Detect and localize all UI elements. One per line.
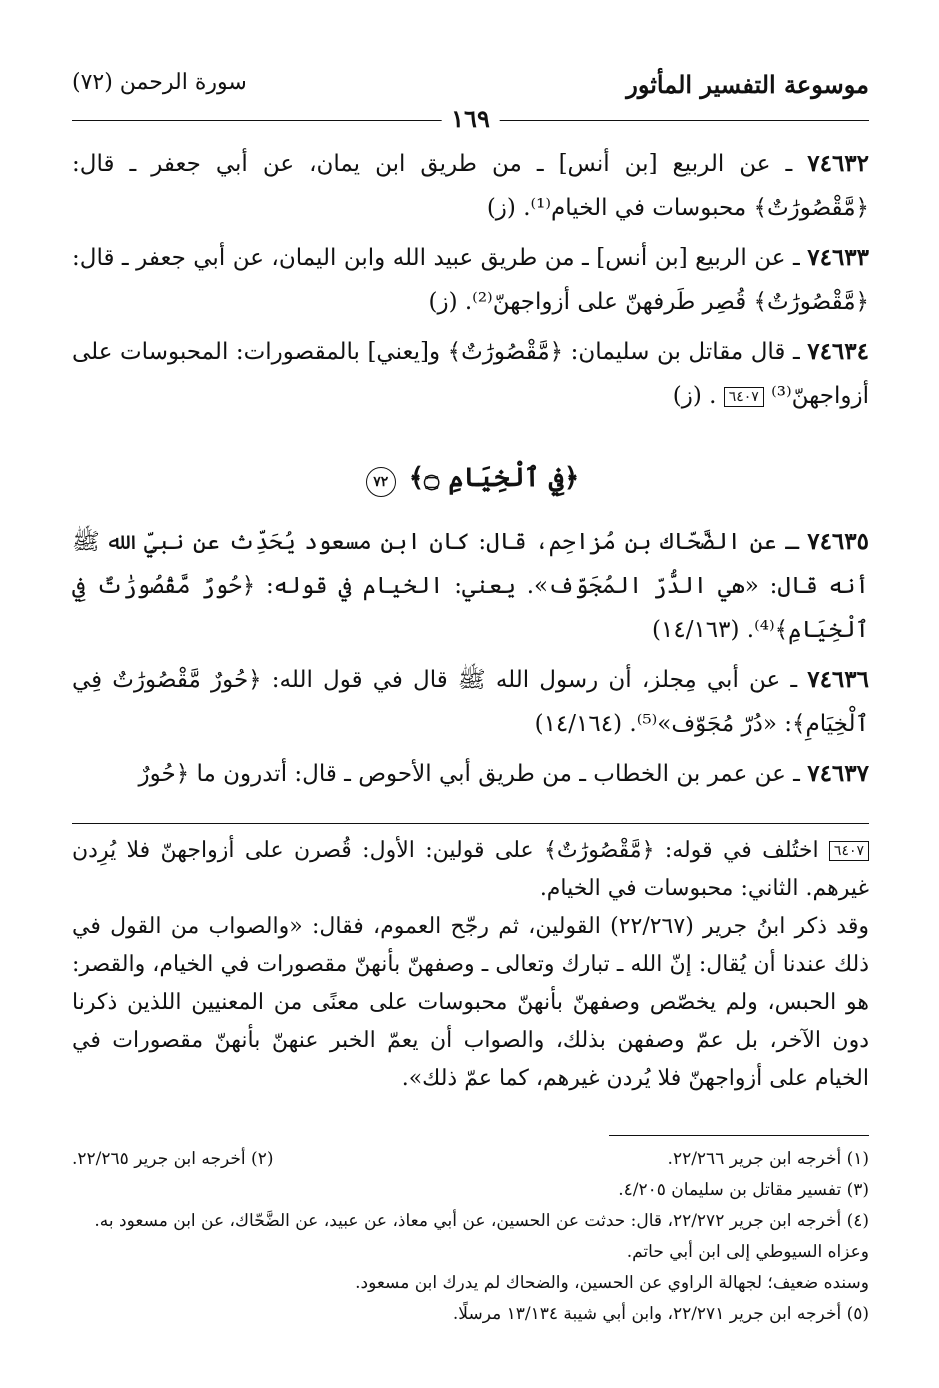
entry-text: ـ قال مقاتل بن سليمان: ﴿مَّقْصُورَٰتٌ﴾ و[يعني] بالمقصورات: المحبوسات على أزواجهنّ⁽³⁾ (72, 339, 869, 409)
note-paragraph-1 (72, 832, 869, 908)
main-text (72, 142, 869, 802)
section-title (72, 456, 869, 500)
entry-74636 (72, 658, 869, 746)
entry-text: ـ عن الربيع [بن أنس] ـ من طريق ابن يمان، عن أبي جعفر ـ قال: ﴿مَّقْصُورَٰتٌ﴾ محبوسات في الخيام⁽¹⁾. (ز) (72, 151, 869, 221)
footnote-5: (٥) أخرجه ابن جرير ٢٢/٢٧١، وابن أبي شيبة ١٣/١٣٤ مرسلًا. (452, 1304, 869, 1324)
entry-tail: . (ز) (672, 383, 717, 409)
entry-74632 (72, 142, 869, 230)
footnote-3: (٣) تفسير مقاتل بن سليمان ٤/٢٠٥. (618, 1180, 869, 1200)
surah-label: سورة الرحمن (٧٢) (72, 70, 247, 95)
footnote-row-1-2 (72, 1144, 869, 1175)
entry-number: ٧٤٦٣٥ (807, 528, 869, 555)
footnote-4: (٤) أخرجه ابن جرير ٢٢/٢٧٢، قال: حدثت عن الحسين، عن أبي معاذ، عن عبيد، عن الضَّحّاك، عن ابن مسعود به. وعزاه السيوطي إلى ابن أبي حاتم. (94, 1211, 869, 1262)
note-text: اختُلف في قوله: ﴿مَّقْصُورَٰتٌ﴾ على قولين: الأول: قُصرن على أزواجهنّ فلا يُرِدن غيرهم. الثاني: محبوسات في الخيام. (72, 838, 869, 901)
page-header (72, 50, 869, 100)
entry-text: ـ عن عمر بن الخطاب ـ من طريق أبي الأحوص ـ قال: أتدرون ما ﴿حُورٌ (138, 761, 800, 787)
verse-number-badge: ٧٢ (366, 467, 396, 497)
note-paragraph-2: وقد ذكر ابنُ جرير (٢٢/٢٦٧) القولين، ثم رجّح العموم، فقال: «والصواب من القول في ذلك عندنا أن يُقال: إنّ الله ـ تبارك وتعالى ـ وصفهنّ بأنهنّ مقصورات في الخيام، والقصر: هو الحبس، ولم يخصّص وصفهنّ بأنهنّ محبوسات على معنًى من المعنيين اللذين ذكرنا دون الآخر، بل عمّ وصفهن بذلك، والصواب أن يعمّ الخبر عنهنّ بأنهنّ مقصورات في الخيام على أزواجهنّ فلا يُردن غيرهم، كما عمّ ذلك». (72, 914, 869, 1091)
section-title-text: ﴿فِي ٱلْخِيَامِ ۝﴾ (408, 463, 580, 493)
footnote-rule (609, 1135, 869, 1136)
entry-number: ٧٤٦٣٦ (807, 666, 869, 693)
footnote-4-continued: وسنده ضعيف؛ لجهالة الراوي عن الحسين، والضحاك لم يدرك ابن مسعود. (355, 1273, 869, 1293)
entry-text: ـ عن الضَّحّاك بن مُزاحِم، قال: كان ابن مسعود يُحَدِّث عن نبيِّ الله ﷺ أنه قال: «هي الدُّرّ المُجَوّف». يعني: الخيام في قوله: ﴿حُورٌ مَّقْصُورَٰتٌ فِي ٱلْخِيَامِ﴾⁽⁴⁾. (١٤/١٦٣) (72, 529, 869, 643)
entry-74634 (72, 330, 869, 418)
footnotes (72, 1135, 869, 1330)
entry-74633 (72, 236, 869, 324)
book-title: موسوعة التفسير المأثور (626, 70, 869, 99)
note-reference-box[interactable]: ٦٤٠٧ (724, 387, 764, 407)
entry-number: ٧٤٦٣٢ (807, 150, 870, 177)
book-page (72, 50, 869, 1358)
footnote-1: (١) أخرجه ابن جرير ٢٢/٢٦٦. (667, 1149, 869, 1169)
note-number-box: ٦٤٠٧ (829, 841, 869, 861)
entry-number: ٧٤٦٣٣ (807, 244, 870, 271)
entry-74637 (72, 752, 869, 796)
page-number: ١٦٩ (441, 104, 500, 133)
entry-text: ـ عن أبي مِجلز، أن رسول الله ﷺ قال في قول الله: ﴿حُورٌ مَّقْصُورَٰتٌ فِي ٱلْخِيَامِ﴾: «دُرّ مُجَوّف»⁽⁵⁾. (١٤/١٦٤) (72, 667, 869, 737)
footnote-2: (٢) أخرجه ابن جرير ٢٢/٢٦٥. (72, 1149, 274, 1169)
entry-number: ٧٤٦٣٧ (807, 760, 869, 787)
commentary-note (72, 823, 869, 1098)
entry-74635 (72, 520, 869, 652)
entry-text: ـ عن الربيع [بن أنس] ـ من طريق عبيد الله وابن اليمان، عن أبي جعفر ـ قال: ﴿مَّقْصُورَٰتٌ﴾ قُصِر طَرفهنّ على أزواجهنّ⁽²⁾. (ز) (72, 245, 869, 315)
entry-number: ٧٤٦٣٤ (807, 338, 869, 365)
